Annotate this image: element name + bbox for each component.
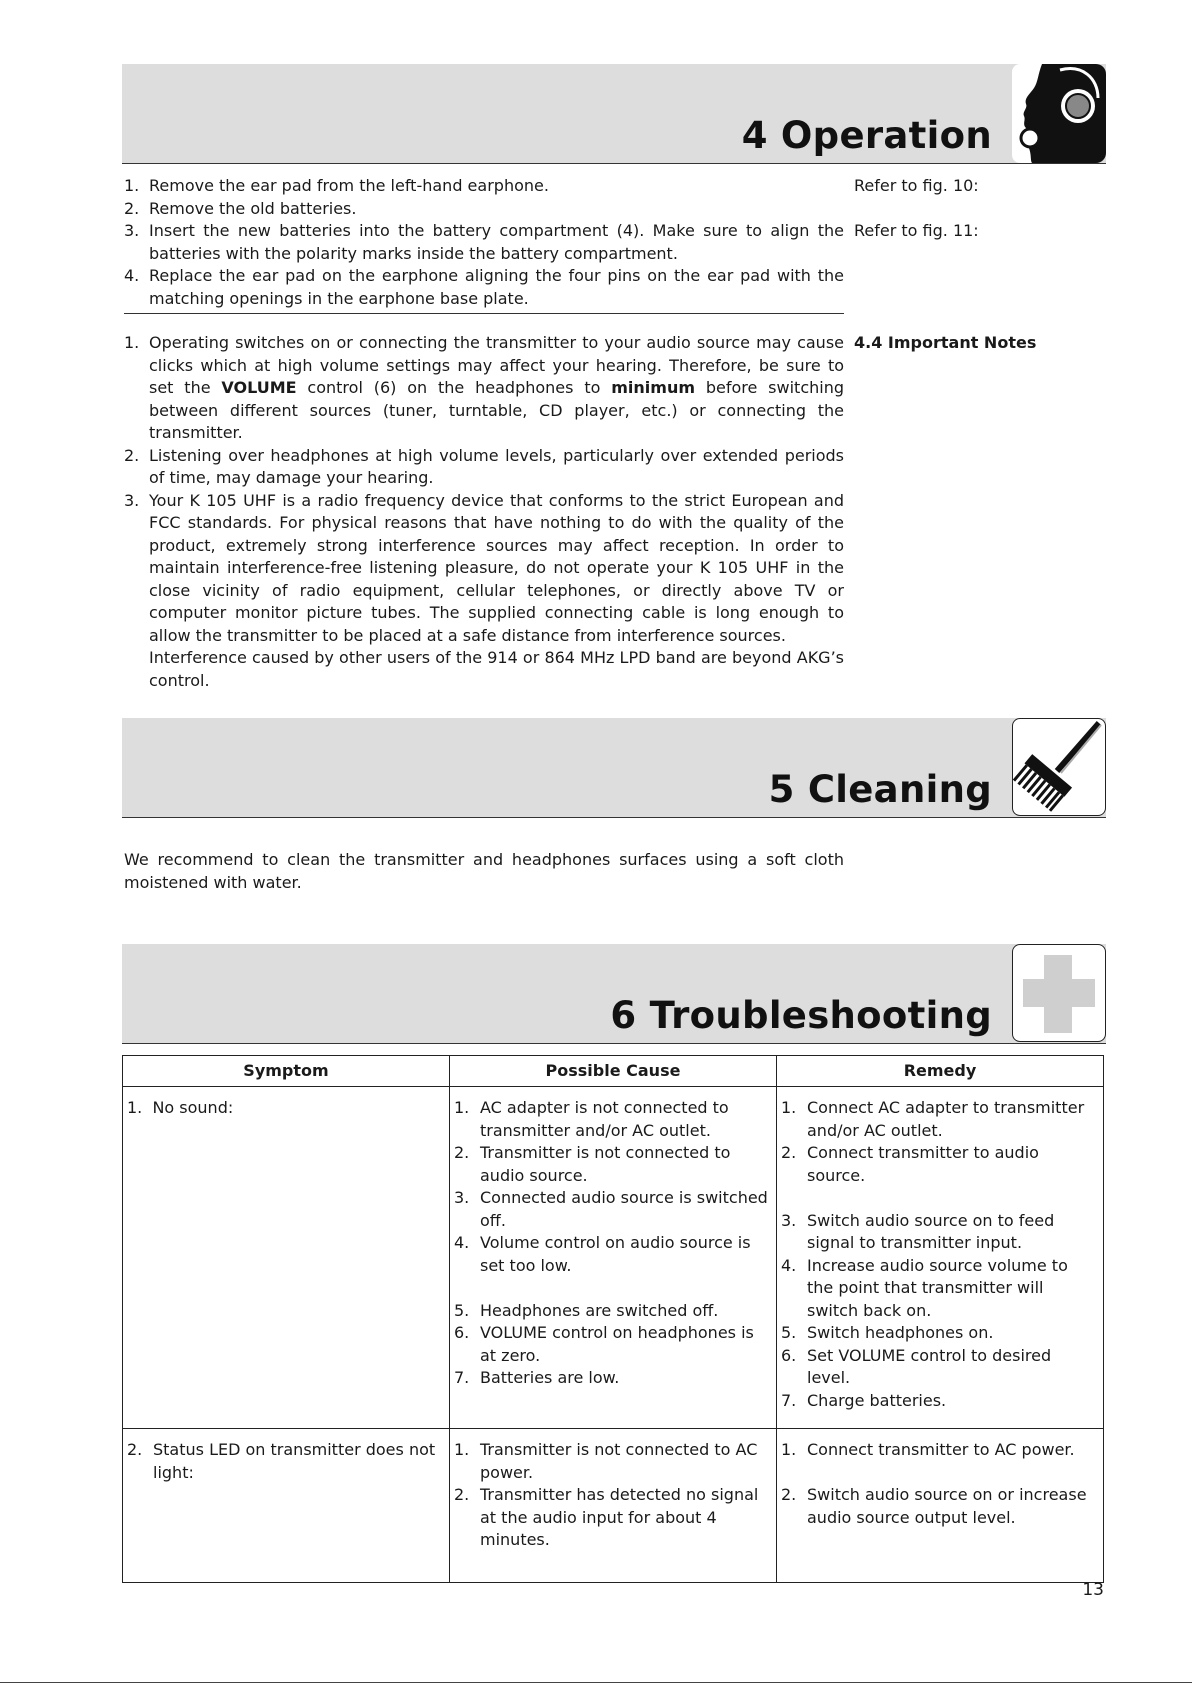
symptom-cell bbox=[123, 1429, 450, 1583]
list-item: 3. Your K 105 UHF is a radio frequency device that conforms to the strict European and FCC standards. For physical reasons that have nothing to do with the quality of the product, extremely strong interference sources may affect reception. In order to maintain interference-free listening pleasure, do not operate your K 105 UHF in the close vicinity of radio equipment, cellular telephones, or directly above TV or computer monitor picture tubes. The supplied connecting cable is long enough to allow the transmitter to be placed at a safe distance from interference sources. Interference caused by other users of the 914 or 864 MHz LPD band are beyond AKG’s control. bbox=[124, 490, 844, 690]
table-row bbox=[123, 1429, 1104, 1583]
figure-reference: Refer to fig. 10: bbox=[854, 176, 979, 195]
list-item: 4. Volume control on audio source is set too low. bbox=[454, 1233, 751, 1275]
spacer bbox=[454, 1277, 772, 1300]
section-title: 4 Operation bbox=[741, 114, 992, 157]
section-header-cleaning bbox=[122, 718, 1106, 818]
list-item: 2. Remove the old batteries. bbox=[124, 198, 357, 218]
figure-reference: Refer to fig. 11: bbox=[854, 221, 979, 240]
remedy-cell bbox=[777, 1429, 1104, 1583]
table-row bbox=[123, 1087, 1104, 1429]
list-item: 5. Headphones are switched off. bbox=[454, 1300, 719, 1320]
list-item: 2. Listening over headphones at high volume levels, particularly over extended periods of time, may damage your hearing. bbox=[124, 445, 844, 487]
column-header: Symptom bbox=[123, 1056, 450, 1087]
divider bbox=[124, 313, 844, 314]
section-header-operation bbox=[122, 64, 1106, 164]
list-item: 3. Insert the new batteries into the battery compartment (4). Make sure to align the batteries with the polarity marks inside the battery compartment. bbox=[124, 221, 844, 263]
cause-cell bbox=[450, 1087, 777, 1429]
list-item: 2. Switch audio source on or increase audio source output level. bbox=[781, 1485, 1087, 1527]
list-item: 6. Set VOLUME control to desired level. bbox=[781, 1345, 1052, 1387]
column-header: Remedy bbox=[777, 1056, 1104, 1087]
headphone-head-icon bbox=[1012, 64, 1106, 163]
important-notes bbox=[124, 332, 844, 692]
spacer bbox=[781, 1462, 1099, 1485]
list-item: 1. Connect transmitter to AC power. bbox=[781, 1440, 1075, 1459]
spacer bbox=[781, 1187, 1099, 1210]
list-item: 1. AC adapter is not connected to transmitter and/or AC outlet. bbox=[454, 1098, 729, 1140]
list-item: 7. Charge batteries. bbox=[781, 1390, 947, 1410]
list-item: 1. Remove the ear pad from the left-hand earphone. bbox=[124, 176, 549, 195]
cleaning-text: We recommend to clean the transmitter and headphones surfaces using a soft cloth moistened with water. bbox=[124, 850, 844, 892]
list-item: 2. Transmitter has detected no signal at the audio input for about 4 minutes. bbox=[454, 1485, 759, 1549]
list-item: 1. Connect AC adapter to transmitter and/or AC outlet. bbox=[781, 1098, 1085, 1140]
divider bbox=[0, 1682, 1192, 1683]
list-item: 5. Switch headphones on. bbox=[781, 1323, 994, 1342]
section-title: 5 Cleaning bbox=[768, 768, 992, 811]
brush-icon bbox=[1012, 718, 1106, 816]
cross-icon bbox=[1012, 944, 1106, 1042]
remedy-cell bbox=[777, 1087, 1104, 1429]
list-item: 2. Connect transmitter to audio source. bbox=[781, 1143, 1039, 1185]
list-item: 1. Operating switches on or connecting the transmitter to your audio source may cause clicks which at high volume settings may affect your hearing. Therefore, be sure to set the VOLUME control (6) on the headphones to minimum before switching between different sources (tuner, turntable, CD player, etc.) or connecting the transmitter. bbox=[124, 333, 845, 442]
cause-cell bbox=[450, 1429, 777, 1583]
notes-heading: 4.4 Important Notes bbox=[854, 333, 1037, 352]
list-item: 7. Batteries are low. bbox=[454, 1368, 620, 1387]
list-item: 4. Increase audio source volume to the point that transmitter will switch back on. bbox=[781, 1255, 1068, 1320]
list-item: 2. Status LED on transmitter does not light: bbox=[127, 1440, 436, 1482]
section-header-troubleshooting bbox=[122, 944, 1106, 1044]
page-number: 13 bbox=[1082, 1580, 1104, 1600]
list-item: 6. VOLUME control on headphones is at zero. bbox=[454, 1323, 754, 1365]
list-item: 1. Transmitter is not connected to AC power. bbox=[454, 1440, 758, 1482]
section-title: 6 Troubleshooting bbox=[610, 994, 992, 1037]
troubleshooting-table bbox=[122, 1055, 1104, 1583]
symptom-cell: 1. No sound: bbox=[123, 1087, 450, 1429]
list-item: 2. Transmitter is not connected to audio source. bbox=[454, 1143, 731, 1185]
table-header-row bbox=[123, 1056, 1104, 1087]
battery-steps bbox=[124, 175, 844, 310]
list-item: 4. Replace the ear pad on the earphone aligning the four pins on the ear pad with the matching openings in the earphone base plate. bbox=[124, 266, 844, 308]
list-item: 3. Switch audio source on to feed signal to transmitter input. bbox=[781, 1210, 1055, 1252]
list-item: 3. Connected audio source is switched off. bbox=[454, 1188, 768, 1230]
column-header: Possible Cause bbox=[450, 1056, 777, 1087]
